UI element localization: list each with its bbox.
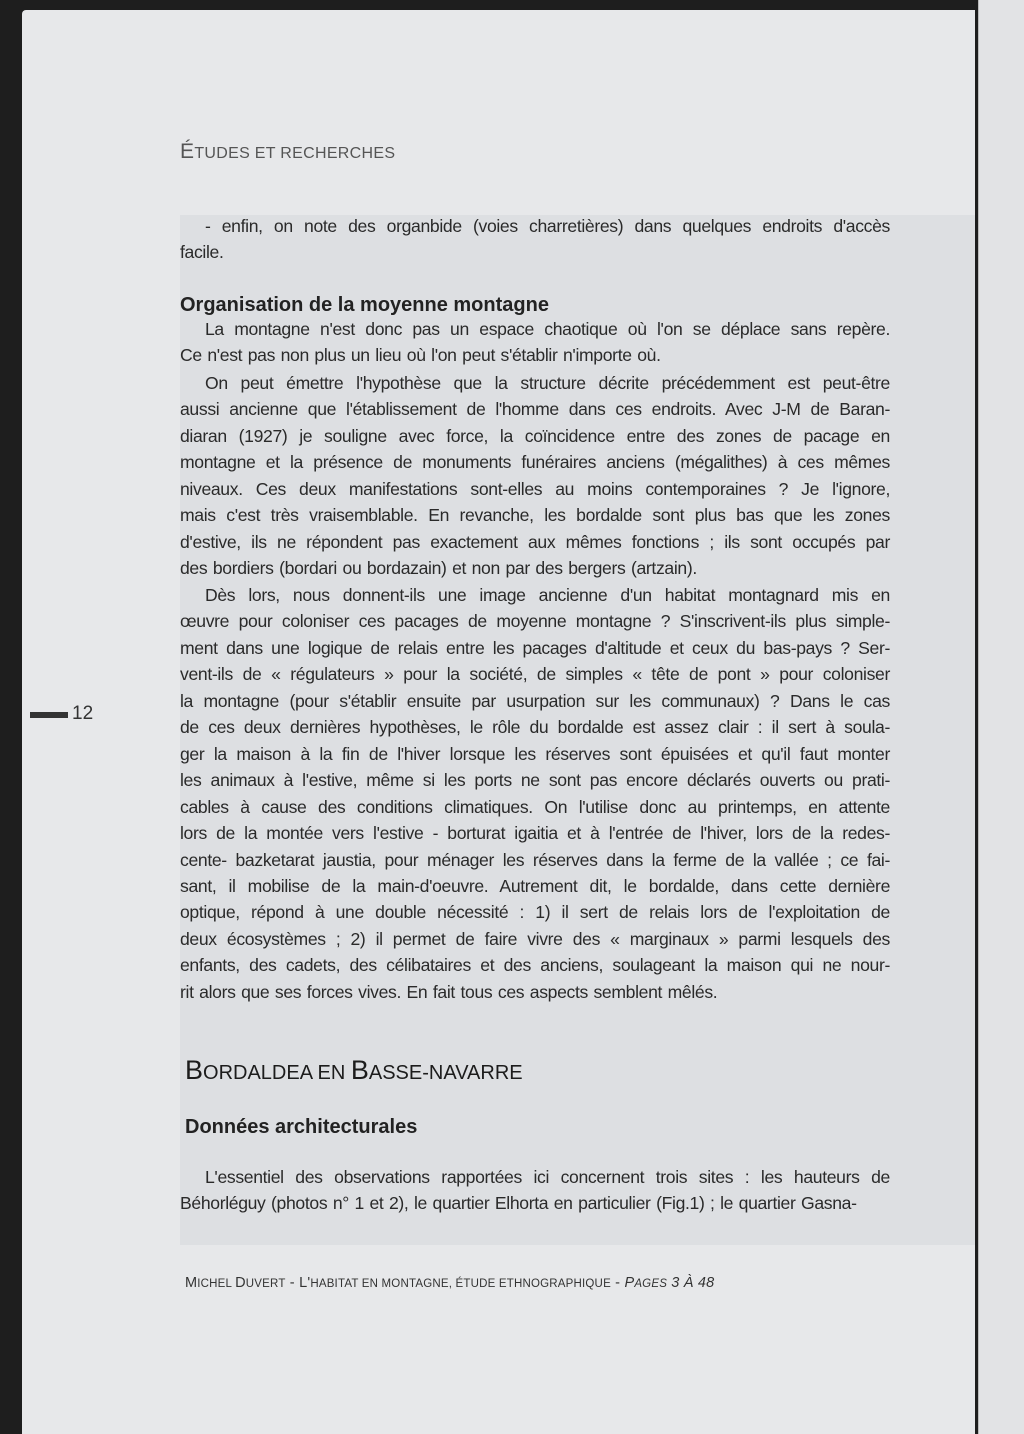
text-line: mais c'est très vraisemblable. En revanche, les bordalde sont plus bas que les zones [180,505,890,526]
footer: MICHEL DUVERT - L'HABITAT EN MONTAGNE, ÉTUDE ETHNOGRAPHIQUE - PAGES 3 À 48 [185,1275,715,1291]
text-line: On peut émettre l'hypothèse que la structure décrite précédemment est peut-être [205,373,890,393]
running-head: ÉTUDES ET RECHERCHES [180,140,396,163]
text-line: la montagne (pour s'établir ensuite par usurpation sur les communaux) ? Dans le cas [180,690,890,711]
section-heading: Organisation de la moyenne montagne [180,294,549,316]
text-line: niveaux. Ces deux manifestations sont-elles au moins contemporaines ? Je l'ignore, [180,478,890,499]
text-line: facile. [180,242,224,263]
text-line: lors de la montée vers l'estive - borturat igaitia et à l'entrée de l'hiver, lors de la redes- [180,823,890,844]
text-line: des bordiers (bordari ou bordazain) et non par des bergers (artzain). [180,558,697,579]
text-line: rit alors que ses forces vives. En fait tous ces aspects semblent mêlés. [180,981,718,1002]
text-line: cables à cause des conditions climatiques. On l'utilise donc au printemps, en attente [180,796,890,817]
text-line: optique, répond à une double nécessité : 1) il sert de relais lors de l'exploitation de [180,902,890,923]
text-line: les animaux à l'estive, même si les ports ne sont pas encore déclarés ouverts ou prati- [180,770,890,791]
text-line: L'essentiel des observations rapportées ici concernent trois sites : les hauteurs de [205,1167,890,1187]
text-line: d'estive, ils ne répondent pas exactement aux mêmes fonctions ; ils sont occupés par [180,531,890,552]
text-line: enfants, des cadets, des célibataires et des anciens, soulageant la maison qui ne nour- [180,955,890,976]
text-line: vent-ils de « régulateurs » pour la société, de simples « tête de pont » pour coloniser [180,664,890,685]
text-line: Dès lors, nous donnent-ils une image ancienne d'un habitat montagnard mis en [205,585,890,605]
facing-page-edge [978,0,1024,1434]
text-line: de ces deux dernières hypothèses, le rôle du bordalde est assez clair : il sert à soula- [180,717,890,738]
page-number-bar [30,712,68,718]
text-line: Béhorléguy (photos n° 1 et 2), le quartier Elhorta en particulier (Fig.1) ; le quartier Gasna- [180,1193,857,1214]
text-line: sant, il mobilise de la main-d'oeuvre. Autrement dit, le bordalde, dans cette dernière [180,875,890,896]
text-line: - enfin, on note des organbide (voies charretières) dans quelques endroits d'accès [205,216,890,236]
text-line: aussi ancienne que l'établissement de l'homme dans ces endroits. Avec J-M de Baran- [180,399,890,420]
subsection-heading: Données architecturales [185,1116,418,1138]
page-number: 12 [72,703,94,724]
text-line: diaran (1927) je souligne avec force, la coïncidence entre des zones de pacage en [180,425,890,446]
text-line: La montagne n'est donc pas un espace chaotique où l'on se déplace sans repère. [205,319,890,339]
chapter-heading: BORDALDEA EN BASSE-NAVARRE [185,1055,523,1085]
text-line: cente- bazketarat jaustia, pour ménager les réserves dans la ferme de la vallée ; ce fai- [180,849,890,870]
text-line: ment dans une logique de relais entre les pacages d'altitude et ceux du bas-pays ? Ser- [180,637,890,658]
text-line: œuvre pour coloniser ces pacages de moyenne montagne ? S'inscrivent-ils plus simple- [180,611,890,632]
text-line: Ce n'est pas non plus un lieu où l'on peut s'établir n'importe où. [180,345,661,366]
text-line: montagne et la présence de monuments funéraires anciens (mégalithes) à ces mêmes [180,452,890,473]
text-line: ger la maison à la fin de l'hiver lorsque les réserves sont épuisées et qu'il faut monter [180,743,890,764]
text-line: deux écosystèmes ; 2) il permet de faire vivre des « marginaux » parmi lesquels des [180,928,890,949]
